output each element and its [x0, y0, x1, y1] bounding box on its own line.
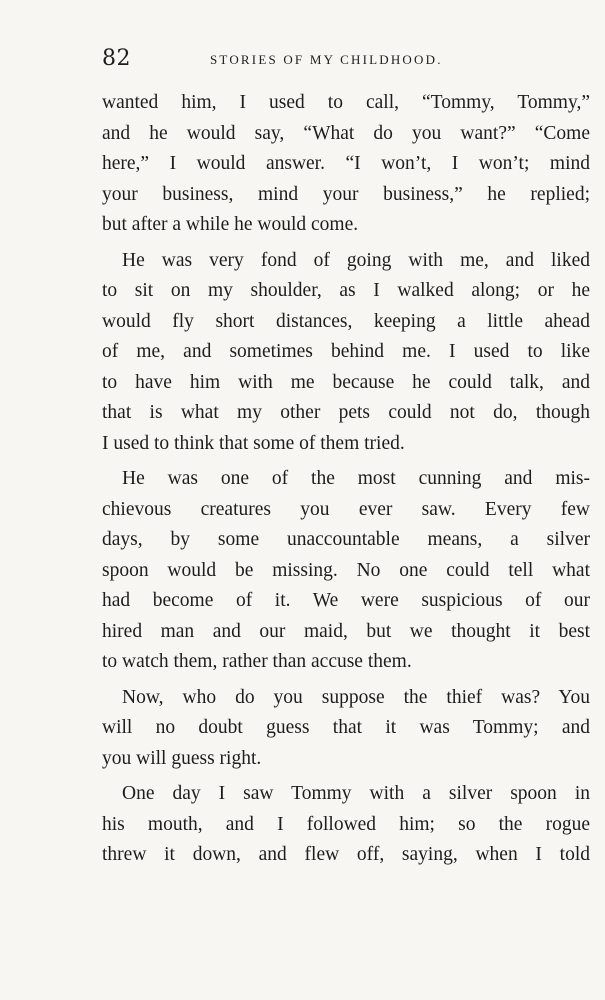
text-line: Now, who do you suppose the thief was? You [122, 686, 590, 708]
text-line: but after a while he would come. [102, 214, 359, 235]
text-line: his mouth, and I followed him; so the rogue [102, 813, 590, 835]
text-line: He was very fond of going with me, and liked [122, 249, 590, 271]
paragraph-2 [102, 246, 590, 460]
paragraph-5 [102, 779, 590, 871]
text-line: to watch them, rather than accuse them. [102, 651, 412, 672]
text-line: spoon would be missing. No one could tell what [102, 559, 590, 581]
text-line: to have him with me because he could talk, and [102, 371, 590, 393]
text-line: of me, and sometimes behind me. I used to like [102, 341, 590, 362]
text-line: had become of it. We were suspicious of our [102, 590, 590, 611]
text-line: threw it down, and flew off, saying, when I told [102, 844, 590, 865]
page-number: 82 [102, 46, 131, 71]
text-line: chievous creatures you ever saw. Every few [102, 498, 590, 520]
text-line: and he would say, “What do you want?” “Come [102, 122, 590, 144]
text-line: will no doubt guess that it was Tommy; and [102, 717, 590, 738]
text-line: that is what my other pets could not do, though [102, 402, 590, 423]
text-line: days, by some unaccountable means, a silver [102, 529, 590, 550]
text-line: would fly short distances, keeping a little ahead [102, 310, 590, 332]
text-line: here,” I would answer. “I won’t, I won’t; mind [102, 153, 590, 174]
paragraph-4 [102, 683, 590, 775]
text-line: to sit on my shoulder, as I walked along; or he [102, 280, 590, 301]
text-line: One day I saw Tommy with a silver spoon in [122, 783, 590, 804]
text-line: I used to think that some of them tried. [102, 432, 405, 454]
text-line: He was one of the most cunning and mis- [122, 468, 590, 489]
body-text [102, 88, 590, 876]
running-head [102, 46, 590, 74]
text-line: you will guess right. [102, 747, 262, 769]
paragraph-1 [102, 88, 590, 241]
text-line: hired man and our maid, but we thought it best [102, 620, 590, 642]
text-line: wanted him, I used to call, “Tommy, Tommy,” [102, 92, 590, 113]
running-title: STORIES OF MY CHILDHOOD. [210, 52, 443, 67]
text-line: your business, mind your business,” he replied; [102, 183, 590, 205]
paragraph-3 [102, 464, 590, 678]
